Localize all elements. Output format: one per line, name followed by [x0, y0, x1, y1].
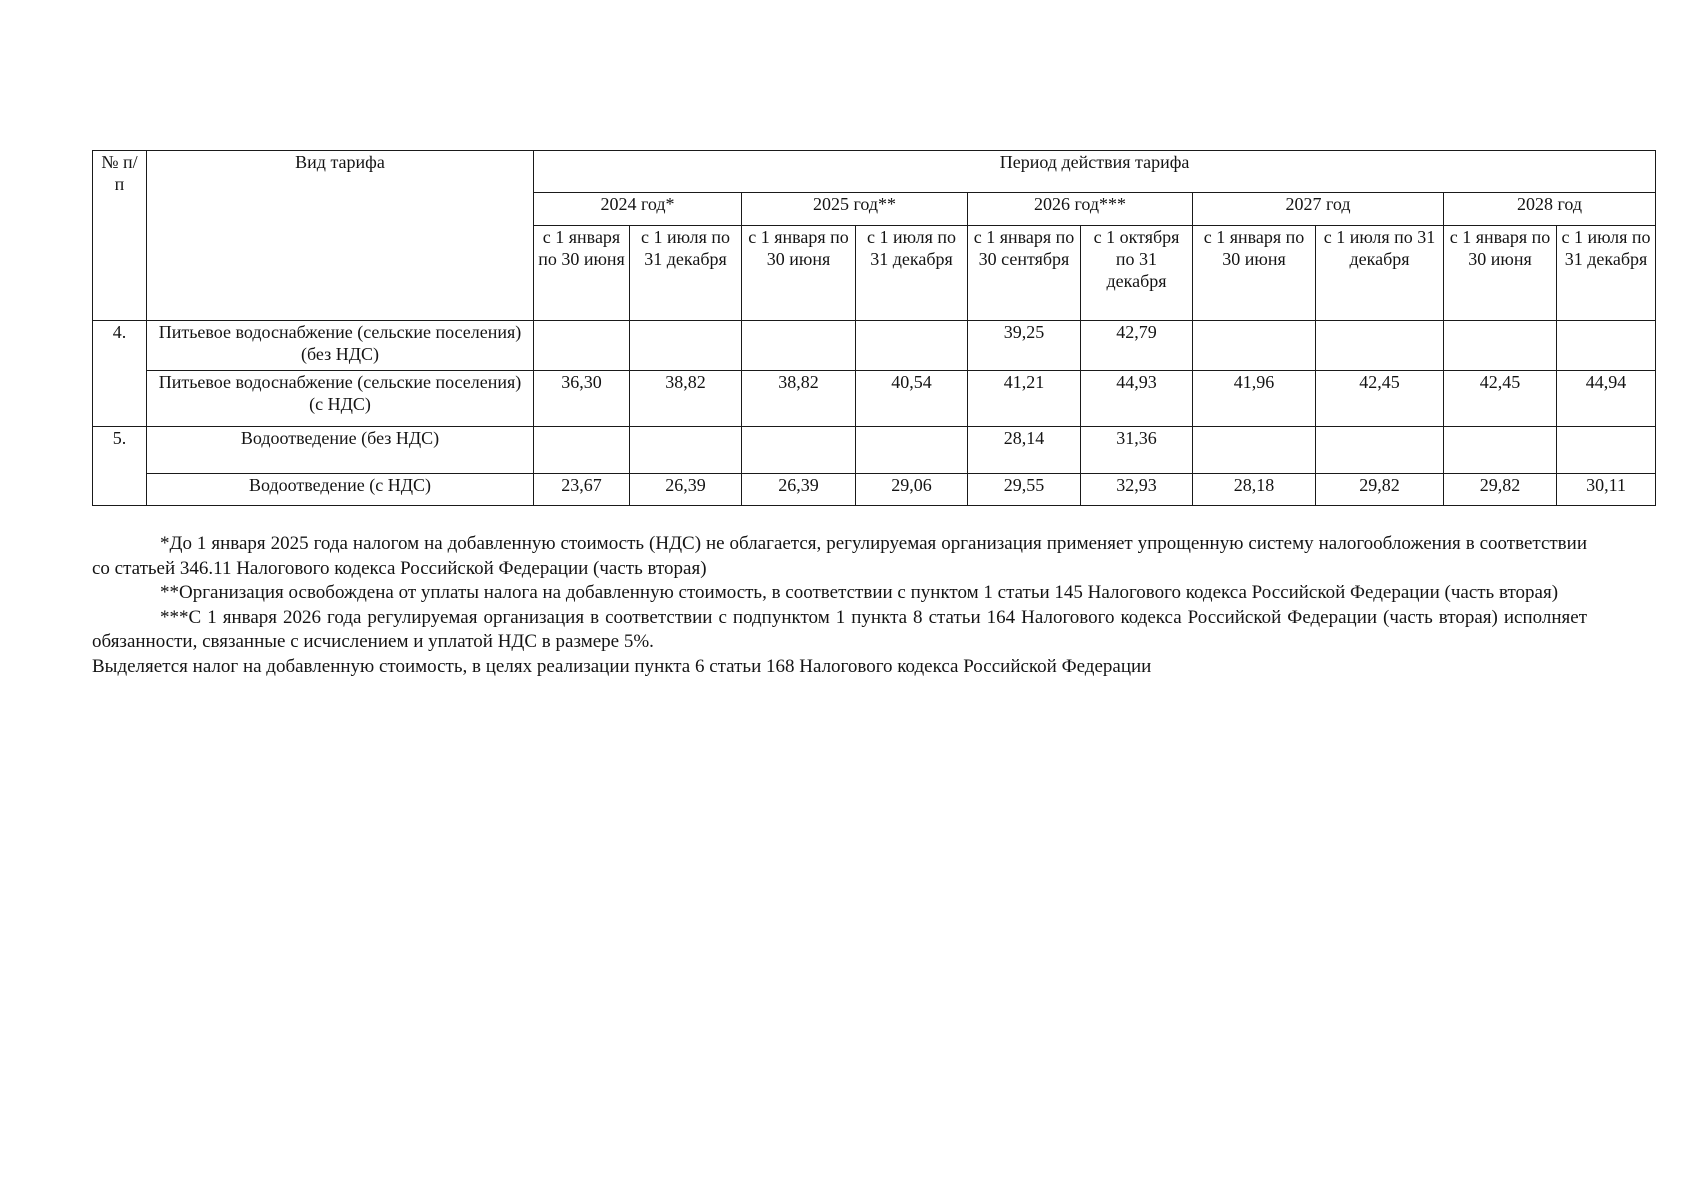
tariff-value: 41,96: [1193, 371, 1316, 427]
footnotes: [92, 532, 1587, 679]
period-subheader: с 1 июля по 31 декабря: [1316, 226, 1444, 321]
tariff-value: 44,94: [1557, 371, 1656, 427]
tariff-value: 42,79: [1081, 321, 1193, 371]
table-row: [93, 371, 1656, 427]
tariff-value: [1193, 427, 1316, 474]
tariff-value: [1316, 321, 1444, 371]
tariff-value: [1557, 427, 1656, 474]
tariff-value: 39,25: [968, 321, 1081, 371]
tariff-value: 44,93: [1081, 371, 1193, 427]
tariff-value: [856, 427, 968, 474]
tariff-value: [630, 427, 742, 474]
period-subheader: с 1 января по 30 июня: [1444, 226, 1557, 321]
tariff-value: 26,39: [630, 474, 742, 506]
row-number: 5.: [93, 427, 147, 506]
tariff-value: [534, 427, 630, 474]
table-row: [93, 427, 1656, 474]
tariff-value: 26,39: [742, 474, 856, 506]
period-subheader: с 1 июля по 31 декабря: [856, 226, 968, 321]
tariff-value: 32,93: [1081, 474, 1193, 506]
period-subheader: с 1 января по 30 июня: [742, 226, 856, 321]
tariff-value: 41,21: [968, 371, 1081, 427]
tariff-value: 38,82: [742, 371, 856, 427]
tariff-value: [1557, 321, 1656, 371]
row-number: 4.: [93, 321, 147, 427]
period-subheader: с 1 июля по 31 декабря: [630, 226, 742, 321]
table-header-row: [93, 151, 1656, 193]
tariff-value: 40,54: [856, 371, 968, 427]
tariff-value: 29,82: [1316, 474, 1444, 506]
tariff-value: 42,45: [1444, 371, 1557, 427]
tariff-value: 23,67: [534, 474, 630, 506]
column-header-period: Период действия тарифа: [534, 151, 1656, 193]
period-subheader: с 1 января по 30 июня: [534, 226, 630, 321]
tariff-value: 28,14: [968, 427, 1081, 474]
tariff-value: 30,11: [1557, 474, 1656, 506]
tariff-value: 28,18: [1193, 474, 1316, 506]
tariff-name: Питьевое водоснабжение (сельские поселения) (с НДС): [147, 371, 534, 427]
tariff-value: 29,06: [856, 474, 968, 506]
footnote-2026: ***С 1 января 2026 года регулируемая организация в соответствии с подпунктом 1 пункта 8 статьи 164 Налогового кодекса Российской Федерации (часть вторая) исполняет обязанности, связанные с исчислением и уплатой НДС в размере 5%.: [92, 606, 1587, 652]
tariff-value: 29,82: [1444, 474, 1557, 506]
tariff-value: [1444, 427, 1557, 474]
column-header-number: № п/п: [93, 151, 147, 321]
year-header-2027: 2027 год: [1193, 193, 1444, 226]
tariff-value: [856, 321, 968, 371]
tariff-value: 36,30: [534, 371, 630, 427]
tariff-value: [1444, 321, 1557, 371]
year-header-2026: 2026 год***: [968, 193, 1193, 226]
tariff-value: 29,55: [968, 474, 1081, 506]
tariff-value: 31,36: [1081, 427, 1193, 474]
tariff-name: Водоотведение (без НДС): [147, 427, 534, 474]
period-subheader: с 1 июля по 31 декабря: [1557, 226, 1656, 321]
footnote-2025: **Организация освобождена от уплаты налога на добавленную стоимость, в соответствии с пунктом 1 статьи 145 Налогового кодекса Российской Федерации (часть вторая): [160, 582, 1559, 603]
footnote-vat: Выделяется налог на добавленную стоимость, в целях реализации пункта 6 статьи 168 Налогового кодекса Российской Федерации: [92, 655, 1152, 677]
table-row: [93, 321, 1656, 371]
tariff-value: [742, 427, 856, 474]
column-header-tariff-type: Вид тарифа: [147, 151, 534, 321]
tariff-value: [630, 321, 742, 371]
tariff-name: Питьевое водоснабжение (сельские поселения) (без НДС): [147, 321, 534, 371]
tariff-value: [1193, 321, 1316, 371]
period-subheader: с 1 октября по 31 декабря: [1081, 226, 1193, 321]
table-row: [93, 474, 1656, 506]
tariff-value: 38,82: [630, 371, 742, 427]
tariff-value: [534, 321, 630, 371]
tariff-value: 42,45: [1316, 371, 1444, 427]
tariff-value: [742, 321, 856, 371]
tariff-value: [1316, 427, 1444, 474]
tariff-name: Водоотведение (с НДС): [147, 474, 534, 506]
year-header-2025: 2025 год**: [742, 193, 968, 226]
year-header-2028: 2028 год: [1444, 193, 1656, 226]
tariff-table: [92, 150, 1656, 506]
period-subheader: с 1 января по 30 сентября: [968, 226, 1081, 321]
footnote-2024: *До 1 января 2025 года налогом на добавленную стоимость (НДС) не облагается, регулируемая организация применяет упрощенную систему налогообложения в соответствии со статьей 346.11 Налогового кодекса Российской Федерации (часть вторая): [92, 533, 1587, 579]
year-header-2024: 2024 год*: [534, 193, 742, 226]
period-subheader: с 1 января по 30 июня: [1193, 226, 1316, 321]
